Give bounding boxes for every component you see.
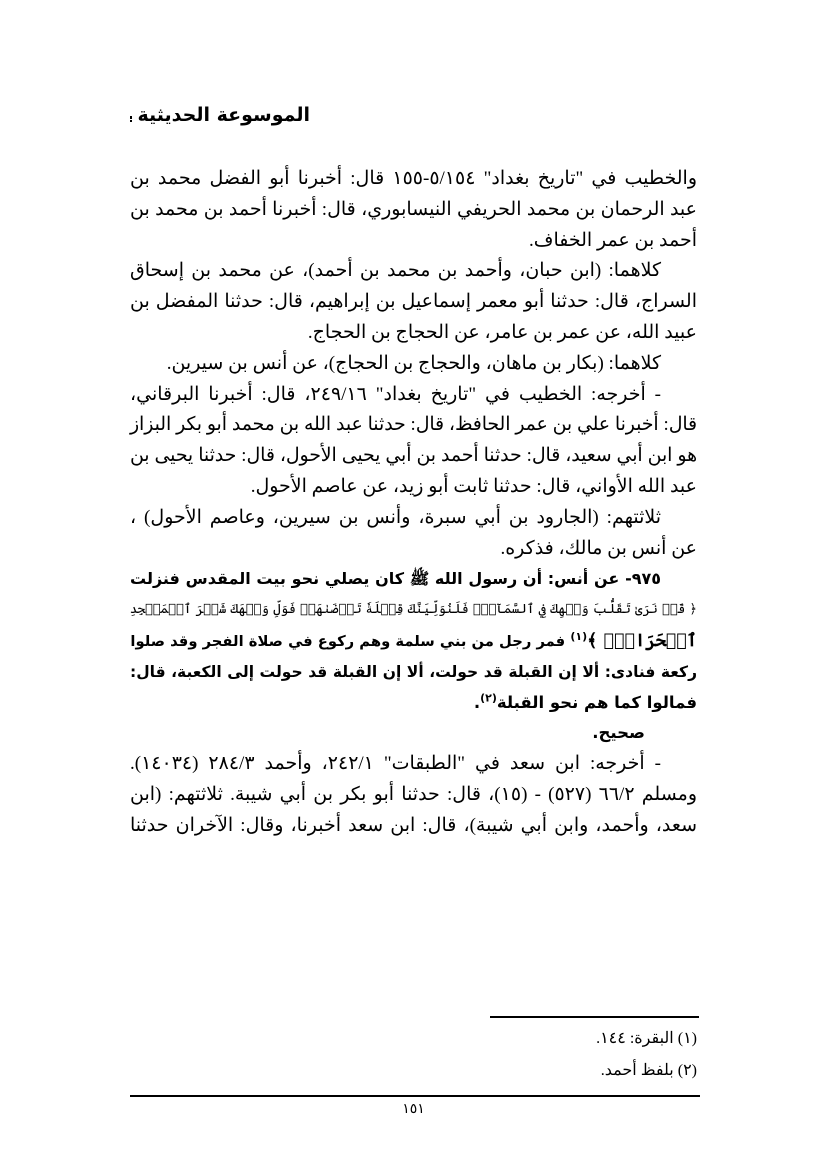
text-line: أحمد بن عمر الخفاف. — [529, 229, 697, 251]
hadith-grade: صحيح. — [592, 723, 645, 743]
text-line: عبيد الله، عن عمر بن عامر، عن الحجاج بن الحجاج. — [307, 321, 697, 343]
header-title: الموسوعة الحديثية — [132, 104, 317, 126]
text-line: ومسلم ٦٦/٢ (٥٢٧) - (١٥)، قال: حدثنا أبو بكر بن أبي شيبة. ثلاثتهم: (ابن — [130, 783, 697, 805]
bottom-rule — [130, 1095, 700, 1097]
text-line: سعد، وأحمد، وابن أبي شيبة)، قال: ابن سعد أخبرنا، وقال: الآخران حدثنا — [130, 814, 697, 836]
footnote: (١) البقرة: ١٤٤. — [596, 1030, 697, 1047]
text-line: - أخرجه: ابن سعد في "الطبقات" ٢٤٢/١، وأحمد ٢٨٤/٣ (١٤٠٣٤). — [130, 753, 661, 775]
text-line: عبد الله الأواني، قال: حدثنا ثابت أبو زيد، عن عاصم الأحول. — [250, 475, 697, 497]
text-line: كلاهما: (ابن حبان، وأحمد بن محمد بن أحمد)، عن محمد بن إسحاق — [130, 260, 661, 282]
footnote-ref: (١) — [570, 630, 588, 644]
quran-verse-end: ٱلۡحَرَامِۚ ﴾ — [587, 630, 697, 651]
footnote-ref: (٢) — [480, 691, 497, 705]
page-number: ١٥١ — [402, 1102, 425, 1117]
text-line: عن أنس بن مالك، فذكره. — [500, 537, 697, 559]
text-line: السراج، قال: حدثنا أبو معمر إسماعيل بن إبراهيم، قال: حدثنا المفضل بن — [130, 291, 697, 313]
text-line: - أخرجه: الخطيب في "تاريخ بغداد" ٢٤٩/١٦، قال: أخبرنا البرقاني، — [130, 383, 661, 405]
text-line: ثلاثتهم: (الجارود بن أبي سبرة، وأنس بن سيرين، وعاصم الأحول) ، — [130, 506, 661, 528]
quran-verse: ﴿ قَدۡ نَرَىٰ تَقَلُّبَ وَجۡهِكَ فِي ٱلسَّمَآءِۖ فَلَنُوَلِّيَنَّكَ قِبۡلَةٗ تَرۡضَىٰهَاۚ فَوَلِّ وَجۡهَكَ شَطۡرَ ٱلۡمَسۡجِدِ — [129, 602, 697, 618]
body-text — [130, 164, 697, 842]
footnote-rule — [490, 1016, 699, 1018]
hadith-line: ركعة فنادى: ألا إن القبلة قد حولت، ألا إن القبلة قد حولت إلى الكعبة، قال: — [130, 662, 697, 681]
hadith-line — [130, 626, 697, 657]
running-header — [130, 104, 700, 138]
hadith-heading: ٩٧٥- عن أنس: أن رسول الله ﷺ كان يصلي نحو بيت المقدس فنزلت — [130, 569, 661, 589]
text-line: كلاهما: (بكار بن ماهان، والحجاج بن الحجاج)، عن أنس بن سيرين. — [166, 352, 661, 374]
text-line: هو ابن أبي سعيد، قال: حدثنا أحمد بن أبي يحيى الأحول، قال: حدثنا يحيى بن — [130, 445, 697, 467]
text-line: والخطيب في "تاريخ بغداد" ٥/١٥٤-١٥٥ قال: أخبرنا أبو الفضل محمد بن — [130, 168, 697, 189]
hadith-text: فمر رجل من بني سلمة وهم ركوع في صلاة الفجر وقد صلوا — [130, 632, 571, 650]
hadith-line — [130, 688, 697, 719]
text-line: عبد الرحمان بن محمد الحريفي النيسابوري، قال: أخبرنا أحمد بن محمد بن — [130, 198, 697, 220]
hadith-text: فمالوا كما هم نحو القبلة — [496, 692, 697, 712]
hadith-text: . — [473, 692, 481, 712]
text-line: قال: أخبرنا علي بن عمر الحافظ، قال: حدثنا عبد الله بن محمد أبو بكر البزاز — [130, 414, 697, 436]
footnote: (٢) بلفظ أحمد. — [600, 1062, 697, 1079]
